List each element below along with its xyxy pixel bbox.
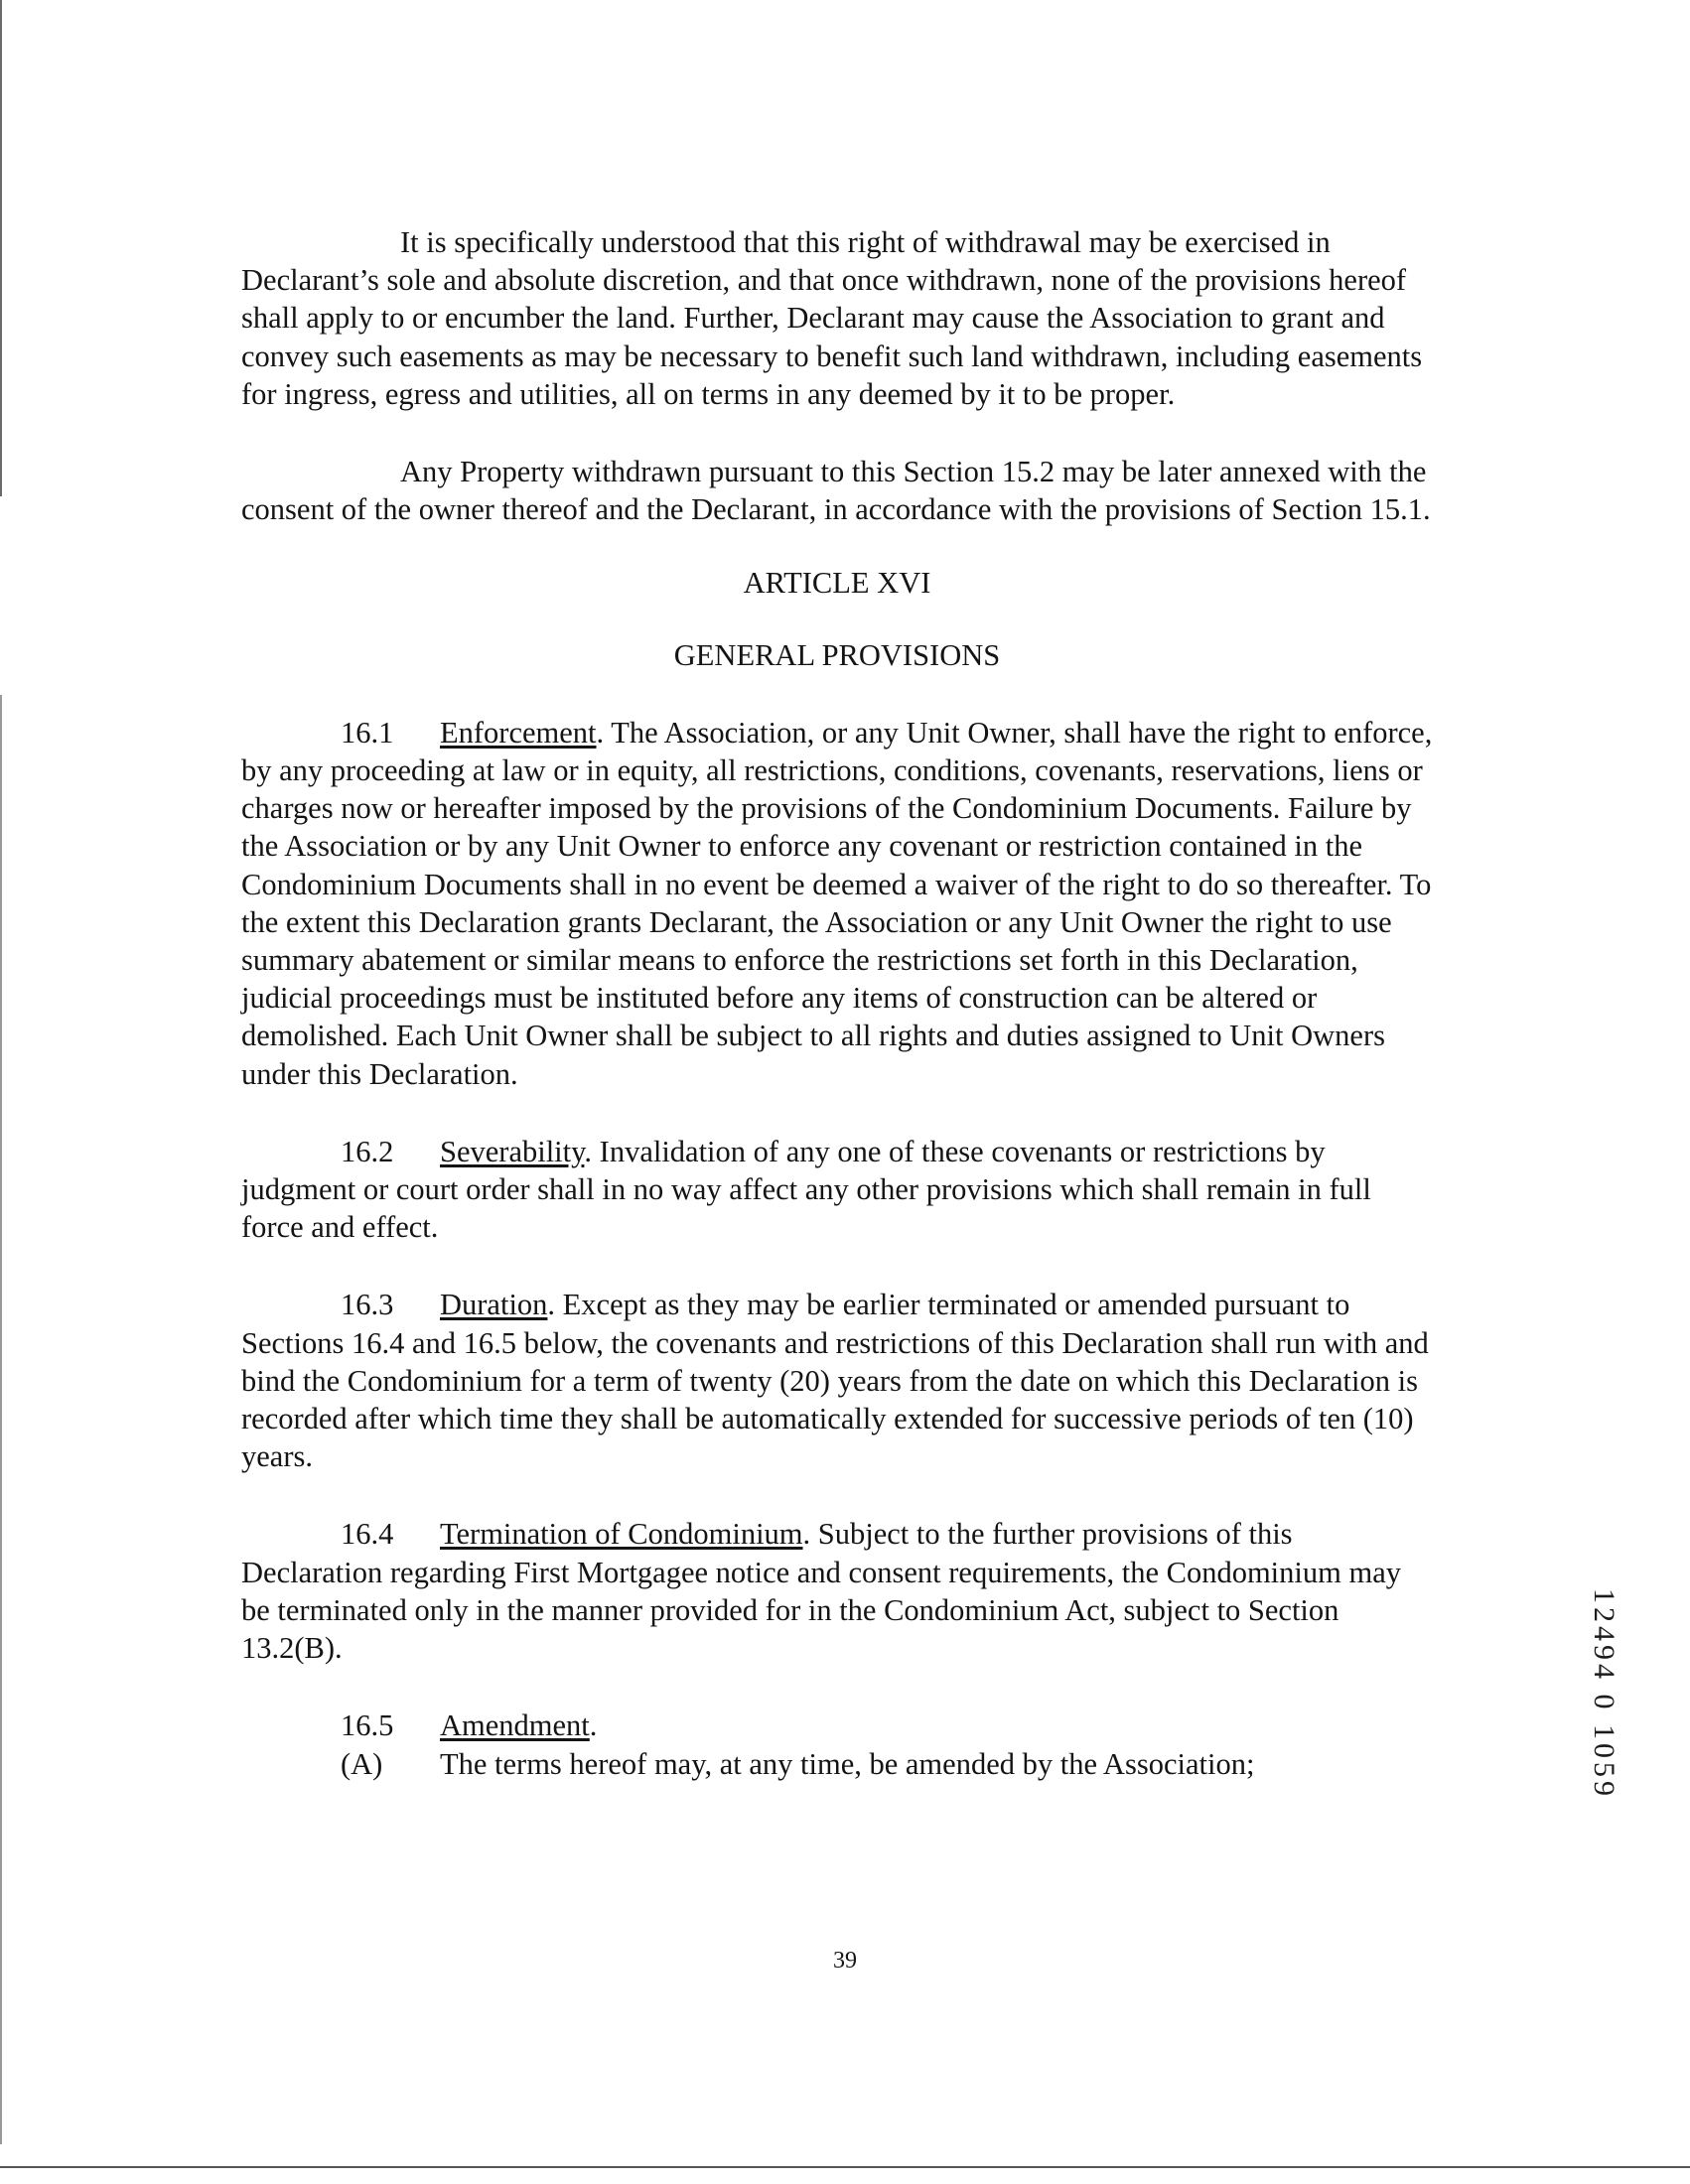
article-number: ARTICLE XVI bbox=[743, 566, 931, 601]
section-number: 16.4 bbox=[341, 1517, 394, 1552]
section-number: 16.2 bbox=[341, 1134, 394, 1168]
section-16-3 bbox=[241, 1286, 1433, 1475]
section-number: 16.1 bbox=[341, 715, 394, 750]
section-16-4 bbox=[241, 1515, 1433, 1667]
scan-left-edge bbox=[0, 0, 2, 496]
section-text: . Except as they may be earlier terminated or amended pursuant to Sections 16.4 and 16.5 below, the covenants and restrictions of this Declaration shall run with and bind the Condominium for a term of twenty (20) years from the date on which this Declaration is recorded after which time they shall be automatically extended for successive periods of ten (10) years. bbox=[241, 1288, 1429, 1474]
withdrawal-paragraph: It is specifically understood that this right of withdrawal may be exercised in Declarant’s sole and absolute discretion, and that once withdrawn, none of the provisions hereof shall apply to or encumber the land. Further, Declarant may cause the Association to grant and convey such easements as may be necessary to benefit such land withdrawn, including easements for ingress, egress and utilities, all on terms in any deemed by it to be proper. bbox=[241, 225, 1423, 411]
page-number: 39 bbox=[833, 1948, 857, 1974]
section-16-2 bbox=[241, 1133, 1433, 1247]
document-body bbox=[241, 223, 1433, 1783]
section-text: . The Association, or any Unit Owner, shall have the right to enforce, by any proceeding at law or in equity, all restrictions, conditions, covenants, reservations, liens or charges now or hereafter imposed by the provisions of the Condominium Documents. Failure by the Association or by any Unit Owner to enforce any covenant or restriction contained in the Condominium Documents shall in no event be deemed a waiver of the right to do so thereafter. To the extent this Declaration grants Declarant, the Association or any Unit Owner the right to use summary abatement or similar means to enforce the restrictions set forth in this Declaration, judicial proceedings must be instituted before any items of construction can be altered or demolished. Each Unit Owner shall be subject to all rights and duties assigned to Unit Owners under this Declaration. bbox=[241, 715, 1433, 1091]
article-title: GENERAL PROVISIONS bbox=[673, 637, 1001, 672]
margin-stamp: 12494 0 1059 bbox=[1588, 1588, 1620, 1800]
scan-bottom-rule bbox=[0, 2166, 1690, 2168]
section-16-1 bbox=[241, 714, 1433, 1093]
item-text: The terms hereof may, at any time, be amended by the Association; bbox=[440, 1746, 1255, 1781]
section-heading: Amendment bbox=[440, 1708, 590, 1743]
annexation-paragraph: Any Property withdrawn pursuant to this Section 15.2 may be later annexed with the consent of the owner thereof and the Declarant, in accordance with the provisions of Section 15.1. bbox=[241, 455, 1431, 527]
section-number: 16.5 bbox=[341, 1708, 394, 1743]
section-16-5 bbox=[241, 1706, 1433, 1744]
section-text: . bbox=[589, 1708, 598, 1743]
section-heading: Enforcement bbox=[440, 715, 597, 750]
section-heading: Severability bbox=[440, 1134, 585, 1168]
section-heading: Duration bbox=[440, 1288, 548, 1322]
section-heading: Termination of Condominium bbox=[440, 1517, 803, 1552]
item-label: (A) bbox=[341, 1746, 383, 1781]
section-number: 16.3 bbox=[341, 1288, 394, 1322]
amendment-item-a bbox=[241, 1745, 1433, 1783]
section-text: . Subject to the further provisions of this Declaration regarding First Mortgagee notice and consent requirements, the Condominium may be terminated only in the manner provided for in the Condominium Act, subject to Section 13.2(B). bbox=[241, 1517, 1401, 1666]
section-text: . Invalidation of any one of these covenants or restrictions by judgment or court order shall in no way affect any other provisions which shall remain in full force and effect. bbox=[241, 1134, 1371, 1245]
scan-left-edge-lower bbox=[0, 695, 2, 2144]
